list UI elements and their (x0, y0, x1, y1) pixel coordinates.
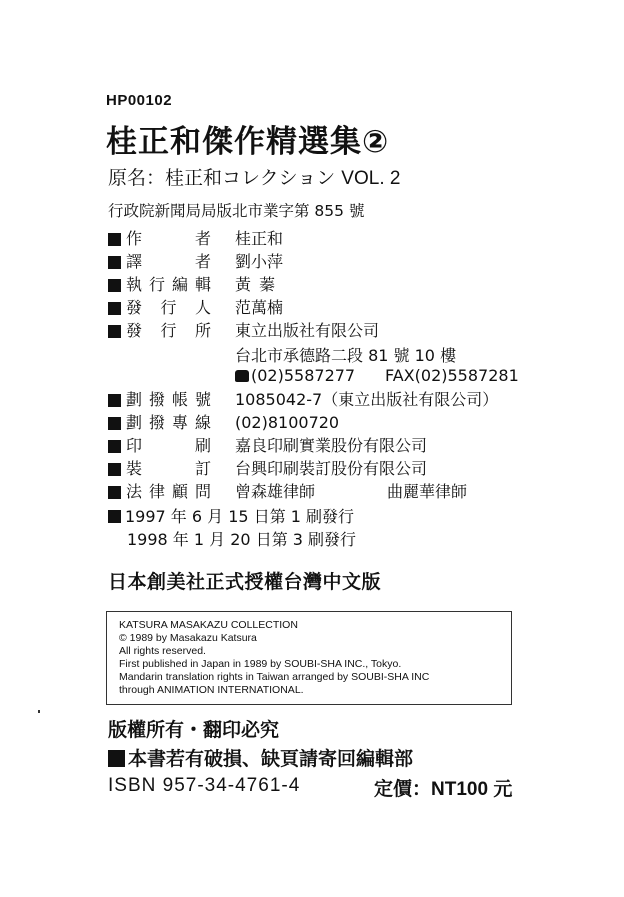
bullet-square-icon (108, 302, 121, 315)
credit-value: (02)8100720 (235, 413, 340, 432)
printing-third: 1998 年 1 月 20 日第 3 刷發行 (127, 530, 357, 549)
credit-row-binding (108, 458, 528, 480)
bullet-square-icon (108, 256, 121, 269)
credit-value: 桂正和 (235, 229, 284, 248)
license-number: 行政院新聞局局版北市業字第 855 號 (108, 202, 365, 220)
credit-value-second: 曲麗華律師 (387, 482, 468, 501)
phone-icon (235, 370, 249, 382)
bullet-square-icon (108, 394, 121, 407)
credit-label: 劃 撥 帳 號 (126, 390, 211, 409)
credit-value: 曾森雄律師 (235, 482, 316, 501)
credit-value: 台興印刷裝訂股份有限公司 (235, 459, 428, 478)
en-rights: All rights reserved. (119, 645, 206, 657)
book-title: 桂正和傑作精選集② (106, 124, 390, 160)
en-first-published: First published in Japan in 1989 by SOUBI-SHA INC., Tokyo. (119, 658, 402, 670)
credit-row-editor (108, 274, 528, 296)
credit-row-legal (108, 481, 528, 503)
bullet-square-icon (108, 510, 121, 523)
credit-value: 劉小萍 (235, 252, 284, 271)
catalog-code: HP00102 (106, 92, 173, 109)
credit-label: 發 行 人 (126, 298, 211, 317)
authorization-notice: 日本創美社正式授權台灣中文版 (108, 571, 382, 593)
bullet-square-icon (108, 486, 121, 499)
defect-notice-text: 本書若有破損、缺頁請寄回編輯部 (128, 748, 414, 770)
en-agent: through ANIMATION INTERNATIONAL. (119, 684, 304, 696)
credit-row-publisher-person (108, 297, 528, 319)
credit-label: 裝 訂 (126, 459, 211, 478)
price-value: NT100 元 (431, 779, 513, 800)
credit-row-publisher (108, 320, 528, 342)
publisher-phone-line (235, 366, 355, 385)
credit-row-printing (108, 435, 528, 457)
bullet-square-icon (108, 463, 121, 476)
scan-speck (38, 710, 40, 713)
bullet-square-icon (108, 750, 125, 767)
isbn: ISBN 957-34-4761-4 (108, 775, 301, 796)
credit-label: 劃 撥 專 線 (126, 413, 211, 432)
publisher-address: 台北市承德路二段 81 號 10 樓 (235, 346, 457, 365)
publisher-fax: FAX(02)5587281 (385, 366, 519, 385)
english-copyright-box (106, 611, 512, 705)
bullet-square-icon (108, 417, 121, 430)
original-title-label: 原名：桂正和コレクション (108, 167, 336, 189)
credit-value: 范萬楠 (235, 298, 284, 317)
en-series: KATSURA MASAKAZU COLLECTION (119, 619, 298, 631)
credit-value: 1085042-7（東立出版社有限公司） (235, 390, 499, 409)
credit-row-translator (108, 251, 528, 273)
credit-value: 東立出版社有限公司 (235, 321, 380, 340)
bullet-square-icon (108, 325, 121, 338)
publisher-phone: (02)5587277 (251, 366, 356, 385)
printing-first (108, 504, 354, 527)
credit-label: 法 律 顧 問 (126, 482, 211, 501)
credit-label: 發 行 所 (126, 321, 211, 340)
en-copyright: © 1989 by Masakazu Katsura (119, 632, 257, 644)
credit-label: 印 刷 (126, 436, 211, 455)
rights-notice: 版權所有・翻印必究 (108, 719, 280, 741)
en-translation-rights: Mandarin translation rights in Taiwan arranged by SOUBI-SHA INC (119, 671, 430, 683)
price-label: 定價： (374, 778, 432, 800)
bullet-square-icon (108, 279, 121, 292)
defect-notice (108, 744, 413, 771)
original-title (108, 163, 400, 190)
bullet-square-icon (108, 440, 121, 453)
credit-label: 譯 者 (126, 252, 211, 271)
credit-label: 執 行 編 輯 (126, 275, 211, 294)
credit-value: 黃蓁 (235, 275, 284, 294)
printing-first-text: 1997 年 6 月 15 日第 1 刷發行 (125, 507, 355, 526)
credit-label: 作 者 (126, 229, 211, 248)
credit-value: 嘉良印刷實業股份有限公司 (235, 436, 428, 455)
credit-row-postal-account (108, 389, 528, 411)
credit-row-author (108, 228, 528, 250)
bullet-square-icon (108, 233, 121, 246)
price (374, 774, 512, 801)
original-title-volume: VOL. 2 (341, 168, 401, 189)
credit-row-postal-line (108, 412, 528, 434)
